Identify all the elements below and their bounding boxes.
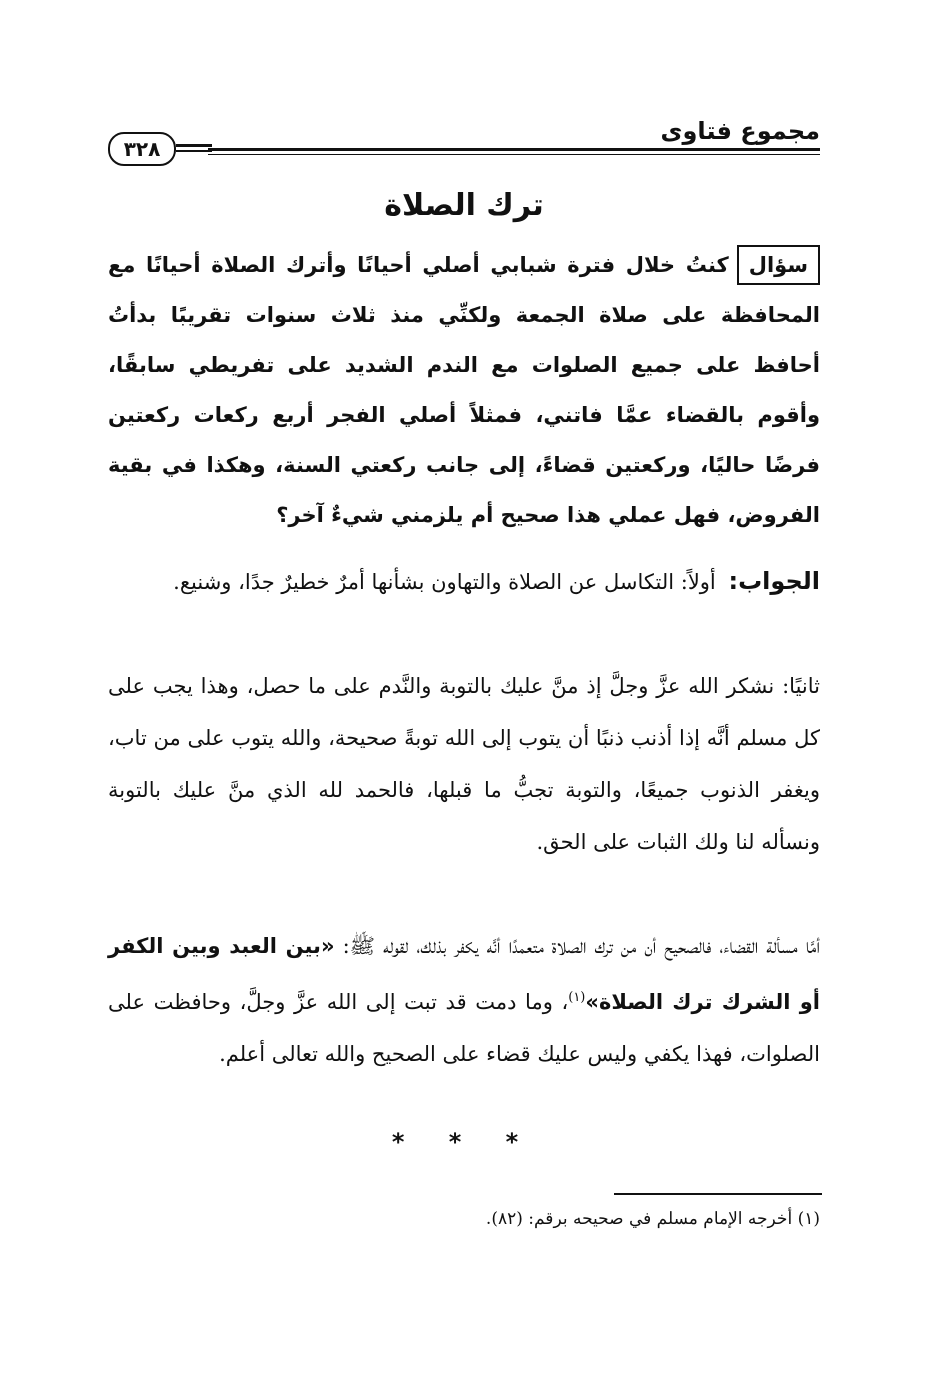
page-header xyxy=(108,117,820,161)
answer-paragraph-3 xyxy=(108,920,820,1080)
answer-text-3a: أمَّا مسألة القضاء، فالصحيح أن من ترك الصلاة متعمدًا أنَّه يكفر بذلك، لقوله ﷺ: xyxy=(334,934,820,958)
page-number-line-thin xyxy=(176,150,212,152)
hadith-quote: «بين العبد وبين الكفر أو الشرك ترك الصلاة» xyxy=(108,934,820,1014)
header-rule xyxy=(208,148,820,151)
section-separator: * * * xyxy=(391,1128,537,1156)
footnote-ref: (١) xyxy=(568,990,586,1005)
footnote: (١) أخرجه الإمام مسلم في صحيحه برقم: (٨٢). xyxy=(485,1209,820,1229)
question-paragraph xyxy=(108,240,820,540)
answer-text-3b: ، وما دمت قد تبت إلى الله عزَّ وجلَّ، وحافظت على الصلوات، فهذا يكفي وليس عليك قضاء على الصحيح والله تعالى أعلم. xyxy=(108,990,820,1066)
question-text: كنتُ خلال فترة شبابي أصلي أحيانًا وأترك الصلاة أحيانًا مع المحافظة على صلاة الجمعة ولكنِّي منذ ثلاث سنوات تقريبًا بدأتُ أحافظ على جميع الصلوات مع الندم الشديد على تفريطي سابقًا، وأقوم بالقضاء عمَّا فاتني، فمثلاً أصلي الفجر أربع ركعات ركعتين فرضًا حاليًا، وركعتين قضاءً، إلى جانب ركعتي السنة، وهكذا في بقية الفروض، فهل عملي هذا صحيح أم يلزمني شيءٌ آخر؟ xyxy=(108,253,820,527)
answer-label: الجواب: xyxy=(728,567,820,595)
section-title: ترك الصلاة xyxy=(384,188,544,223)
answer-paragraph-2: ثانيًا: نشكر الله عزَّ وجلَّ إذ منَّ عليك بالتوبة والنَّدم على ما حصل، وهذا يجب على كل مسلم أنَّه إذا أذنب ذنبًا أن يتوب إلى الله توبةً صحيحة، والله يتوب على من تاب، ويغفر الذنوب جميعًا، والتوبة تجبُّ ما قبلها، فالحمد لله الذي منَّ عليك بالتوبة ونسأله لنا ولك الثبات على الحق. xyxy=(108,674,820,854)
question-label: سؤال xyxy=(737,245,820,285)
page-number: ٣٢٨ xyxy=(108,132,176,166)
page-number-line xyxy=(176,144,212,147)
answer-paragraph-1 xyxy=(108,555,820,608)
answer-text-1: أولاً: التكاسل عن الصلاة والتهاون بشأنها أمرٌ خطيرٌ جدًا، وشنيع. xyxy=(173,570,716,594)
book-title: مجموع فتاوى xyxy=(660,117,820,145)
footnote-rule xyxy=(614,1193,822,1195)
header-rule-thin xyxy=(208,154,820,155)
